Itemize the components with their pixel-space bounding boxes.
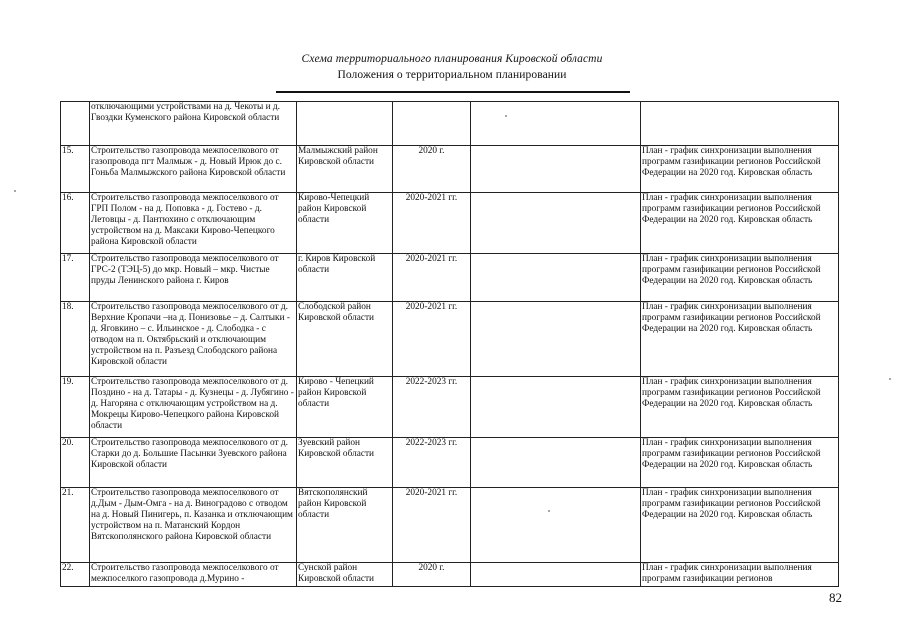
row-number: 22. xyxy=(61,563,90,587)
scan-speck xyxy=(505,115,507,117)
row-basis xyxy=(641,102,839,146)
row-year: 2020 г. xyxy=(393,563,471,587)
table-row xyxy=(61,146,839,193)
row-basis: План - график синхронизации выполнения программ газификации регионов Российской Федерации на 2020 год. Кировская область xyxy=(641,193,839,254)
scan-speck xyxy=(14,190,16,192)
row-description: Строительство газопровода межпоселкового от д. Поздино - на д. Татары - д. Кузнецы - д. Лубягино - д. Нагоряна с отключающим устройством на д. Мокрецы Кирово-Чепецкого района Кировской области xyxy=(90,377,297,438)
row-empty-cell xyxy=(471,146,641,193)
row-basis: План - график синхронизации выполнения программ газификации регионов Российской Федерации на 2020 год. Кировская область xyxy=(641,302,839,377)
table-row xyxy=(61,438,839,488)
document-subtitle: Положения о территориальном планировании xyxy=(337,69,567,81)
row-number: 18. xyxy=(61,302,90,377)
row-year xyxy=(393,102,471,146)
row-empty-cell xyxy=(471,302,641,377)
row-description: отключающими устройствами на д. Чекоты и д. Гвоздки Куменского района Кировской области xyxy=(90,102,297,146)
row-basis: План - график синхронизации выполнения программ газификации регионов Российской Федерации на 2020 год. Кировская область xyxy=(641,377,839,438)
row-empty-cell xyxy=(471,438,641,488)
row-region: Кирово - Чепецкий район Кировской области xyxy=(297,377,393,438)
row-description: Строительство газопровода межпоселкового от д. Старки до д. Большие Пасынки Зуевского района Кировской области xyxy=(90,438,297,488)
table-row xyxy=(61,254,839,302)
row-number xyxy=(61,102,90,146)
row-description: Строительство газопровода межпоселкового от д.Дым - Дым-Омга - на д. Виноградово с отводом на д. Новый Пинигерь, п. Казанка и отключающим устройством на п. Матанский Кордон Вятскополянского района Кировской области xyxy=(90,488,297,563)
row-region: Малмыжский район Кировской области xyxy=(297,146,393,193)
row-region: Зуевский район Кировской области xyxy=(297,438,393,488)
row-basis: План - график синхронизации выполнения программ газификации регионов Российской Федерации на 2020 год. Кировская область xyxy=(641,254,839,302)
table-row xyxy=(61,488,839,563)
header-divider xyxy=(276,91,630,93)
row-year: 2020 г. xyxy=(393,146,471,193)
row-year: 2020-2021 гг. xyxy=(393,193,471,254)
row-empty-cell xyxy=(471,193,641,254)
row-number: 21. xyxy=(61,488,90,563)
row-year: 2022-2023 гг. xyxy=(393,438,471,488)
row-region: Слободской район Кировской области xyxy=(297,302,393,377)
table-row xyxy=(61,302,839,377)
row-basis: План - график синхронизации выполнения программ газификации регионов Российской Федерации на 2020 год. Кировская область xyxy=(641,438,839,488)
row-basis: План - график синхронизации выполнения программ газификации регионов Российской Федерации на 2020 год. Кировская область xyxy=(641,146,839,193)
page-number: 82 xyxy=(829,590,842,605)
row-year: 2020-2021 гг. xyxy=(393,488,471,563)
row-region: Кирово-Чепецкий район Кировской области xyxy=(297,193,393,254)
row-year: 2020-2021 гг. xyxy=(393,254,471,302)
row-region: Вятскополянский район Кировской области xyxy=(297,488,393,563)
row-empty-cell xyxy=(471,102,641,146)
row-empty-cell xyxy=(471,563,641,587)
table-row xyxy=(61,102,839,146)
row-description: Строительство газопровода межпоселкового от ГРС-2 (ТЭЦ-5) до мкр. Новый – мкр. Чистые пруды Ленинского района г. Киров xyxy=(90,254,297,302)
row-empty-cell xyxy=(471,254,641,302)
row-number: 17. xyxy=(61,254,90,302)
row-description: Строительство газопровода межпоселкового от межпоселкого газопровода д.Мурино - xyxy=(90,563,297,587)
row-number: 20. xyxy=(61,438,90,488)
document-title: Схема территориального планирования Кировской области xyxy=(301,53,603,65)
row-empty-cell xyxy=(471,377,641,438)
scan-speck xyxy=(548,510,550,512)
row-empty-cell xyxy=(471,488,641,563)
row-region: г. Киров Кировской области xyxy=(297,254,393,302)
table-row xyxy=(61,563,839,587)
row-number: 19. xyxy=(61,377,90,438)
row-year: 2020-2021 гг. xyxy=(393,302,471,377)
scan-speck xyxy=(889,378,891,380)
row-number: 16. xyxy=(61,193,90,254)
row-basis: План - график синхронизации выполнения программ газификации регионов Российской Федерации на 2020 год. Кировская область xyxy=(641,488,839,563)
table-row xyxy=(61,377,839,438)
row-description: Строительство газопровода межпоселкового от газопровода пгт Малмыж - д. Новый Ирюк до с. Гоньба Малмыжского района Кировской области xyxy=(90,146,297,193)
row-description: Строительство газопровода межпоселкового от ГРП Полом - на д. Поповка - д. Гостево - д. Летовцы - д. Пантюхино с отключающим устройством на д. Максаки Кирово-Чепецкого района Кировской области xyxy=(90,193,297,254)
row-number: 15. xyxy=(61,146,90,193)
row-year: 2022-2023 гг. xyxy=(393,377,471,438)
table-row xyxy=(61,193,839,254)
row-description: Строительство газопровода межпоселкового от д. Верхние Кропачи –на д. Понизовье – д. Салтыки - д. Яговкино – с. Ильинское - д. Слободка - с отводом на п. Октябрьский и отключающим устройством на п. Разъезд Слободского района Кировской области xyxy=(90,302,297,377)
gas-pipeline-table xyxy=(60,101,839,587)
row-basis: План - график синхронизации выполнения программ газификации регионов xyxy=(641,563,839,587)
row-region: Сунской район Кировской области xyxy=(297,563,393,587)
row-region xyxy=(297,102,393,146)
